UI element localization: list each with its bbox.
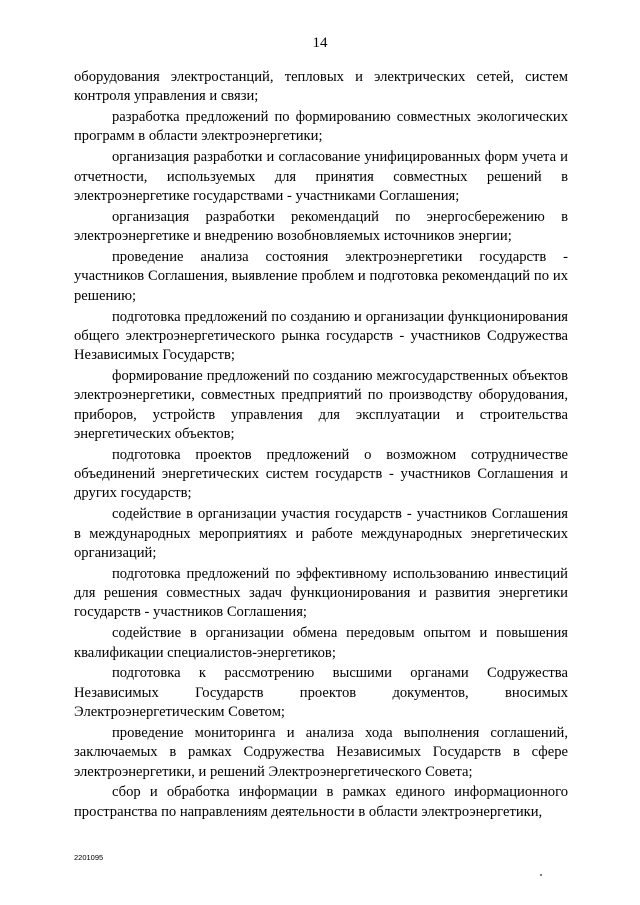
paragraph: разработка предложений по формированию совместных экологических программ в области электроэнергетики; [74, 109, 568, 145]
paragraph: организация разработки и согласование унифицированных форм учета и отчетности, используемых для принятия совместных решений в электроэнергетике государствами - участниками Соглашения; [74, 149, 568, 204]
paragraph: формирование предложений по созданию межгосударственных объектов электроэнергетики, совместных предприятий по производству оборудования, приборов, устройств управления для эксплуатации и строительства энергетических объектов; [74, 368, 568, 442]
paragraph: подготовка к рассмотрению высшими органами Содружества Независимых Государств проектов документов, вносимых Электроэнергетическим Советом; [74, 665, 568, 721]
paragraph: проведение анализа состояния электроэнергетики государств - участников Соглашения, выявление проблем и подготовка рекомендаций по их решению; [74, 249, 568, 304]
paragraph: подготовка предложений по эффективному использованию инвестиций для решения совместных задач функционирования и развития энергетики государств - участников Соглашения; [74, 565, 568, 621]
paragraph: организация разработки рекомендаций по энергосбережению в электроэнергетике и внедрению возобновляемых источников энергии; [74, 208, 568, 245]
paragraph: содействие в организации обмена передовым опытом и повышения квалификации специалистов-энергетиков; [74, 625, 568, 661]
paragraph: сбор и обработка информации в рамках единого информационного пространства по направлениям деятельности в области электроэнергетики, [74, 784, 568, 820]
document-code: 2201095 [74, 853, 104, 862]
paragraph: оборудования электростанций, тепловых и электрических сетей, систем контроля управления и связи; [74, 69, 568, 105]
paragraph: содействие в организации участия государств - участников Соглашения в международных мероприятиях и работе международных энергетических организаций; [74, 506, 568, 561]
page-number: 14 [312, 35, 328, 51]
paragraph: подготовка проектов предложений о возможном сотрудничестве объединений энергетических систем государств - участников Соглашения и других государств; [74, 446, 568, 502]
scan-dot [540, 874, 542, 876]
paragraph: проведение мониторинга и анализа хода выполнения соглашений, заключаемых в рамках Содружества Независимых Государств в сфере электроэнергетики, и решений Электроэнергетического Совета; [74, 724, 568, 780]
body-text [74, 68, 568, 824]
paragraph: подготовка предложений по созданию и организации функционирования общего электроэнергетического рынка государств - участников Содружества Независимых Государств; [74, 308, 568, 364]
